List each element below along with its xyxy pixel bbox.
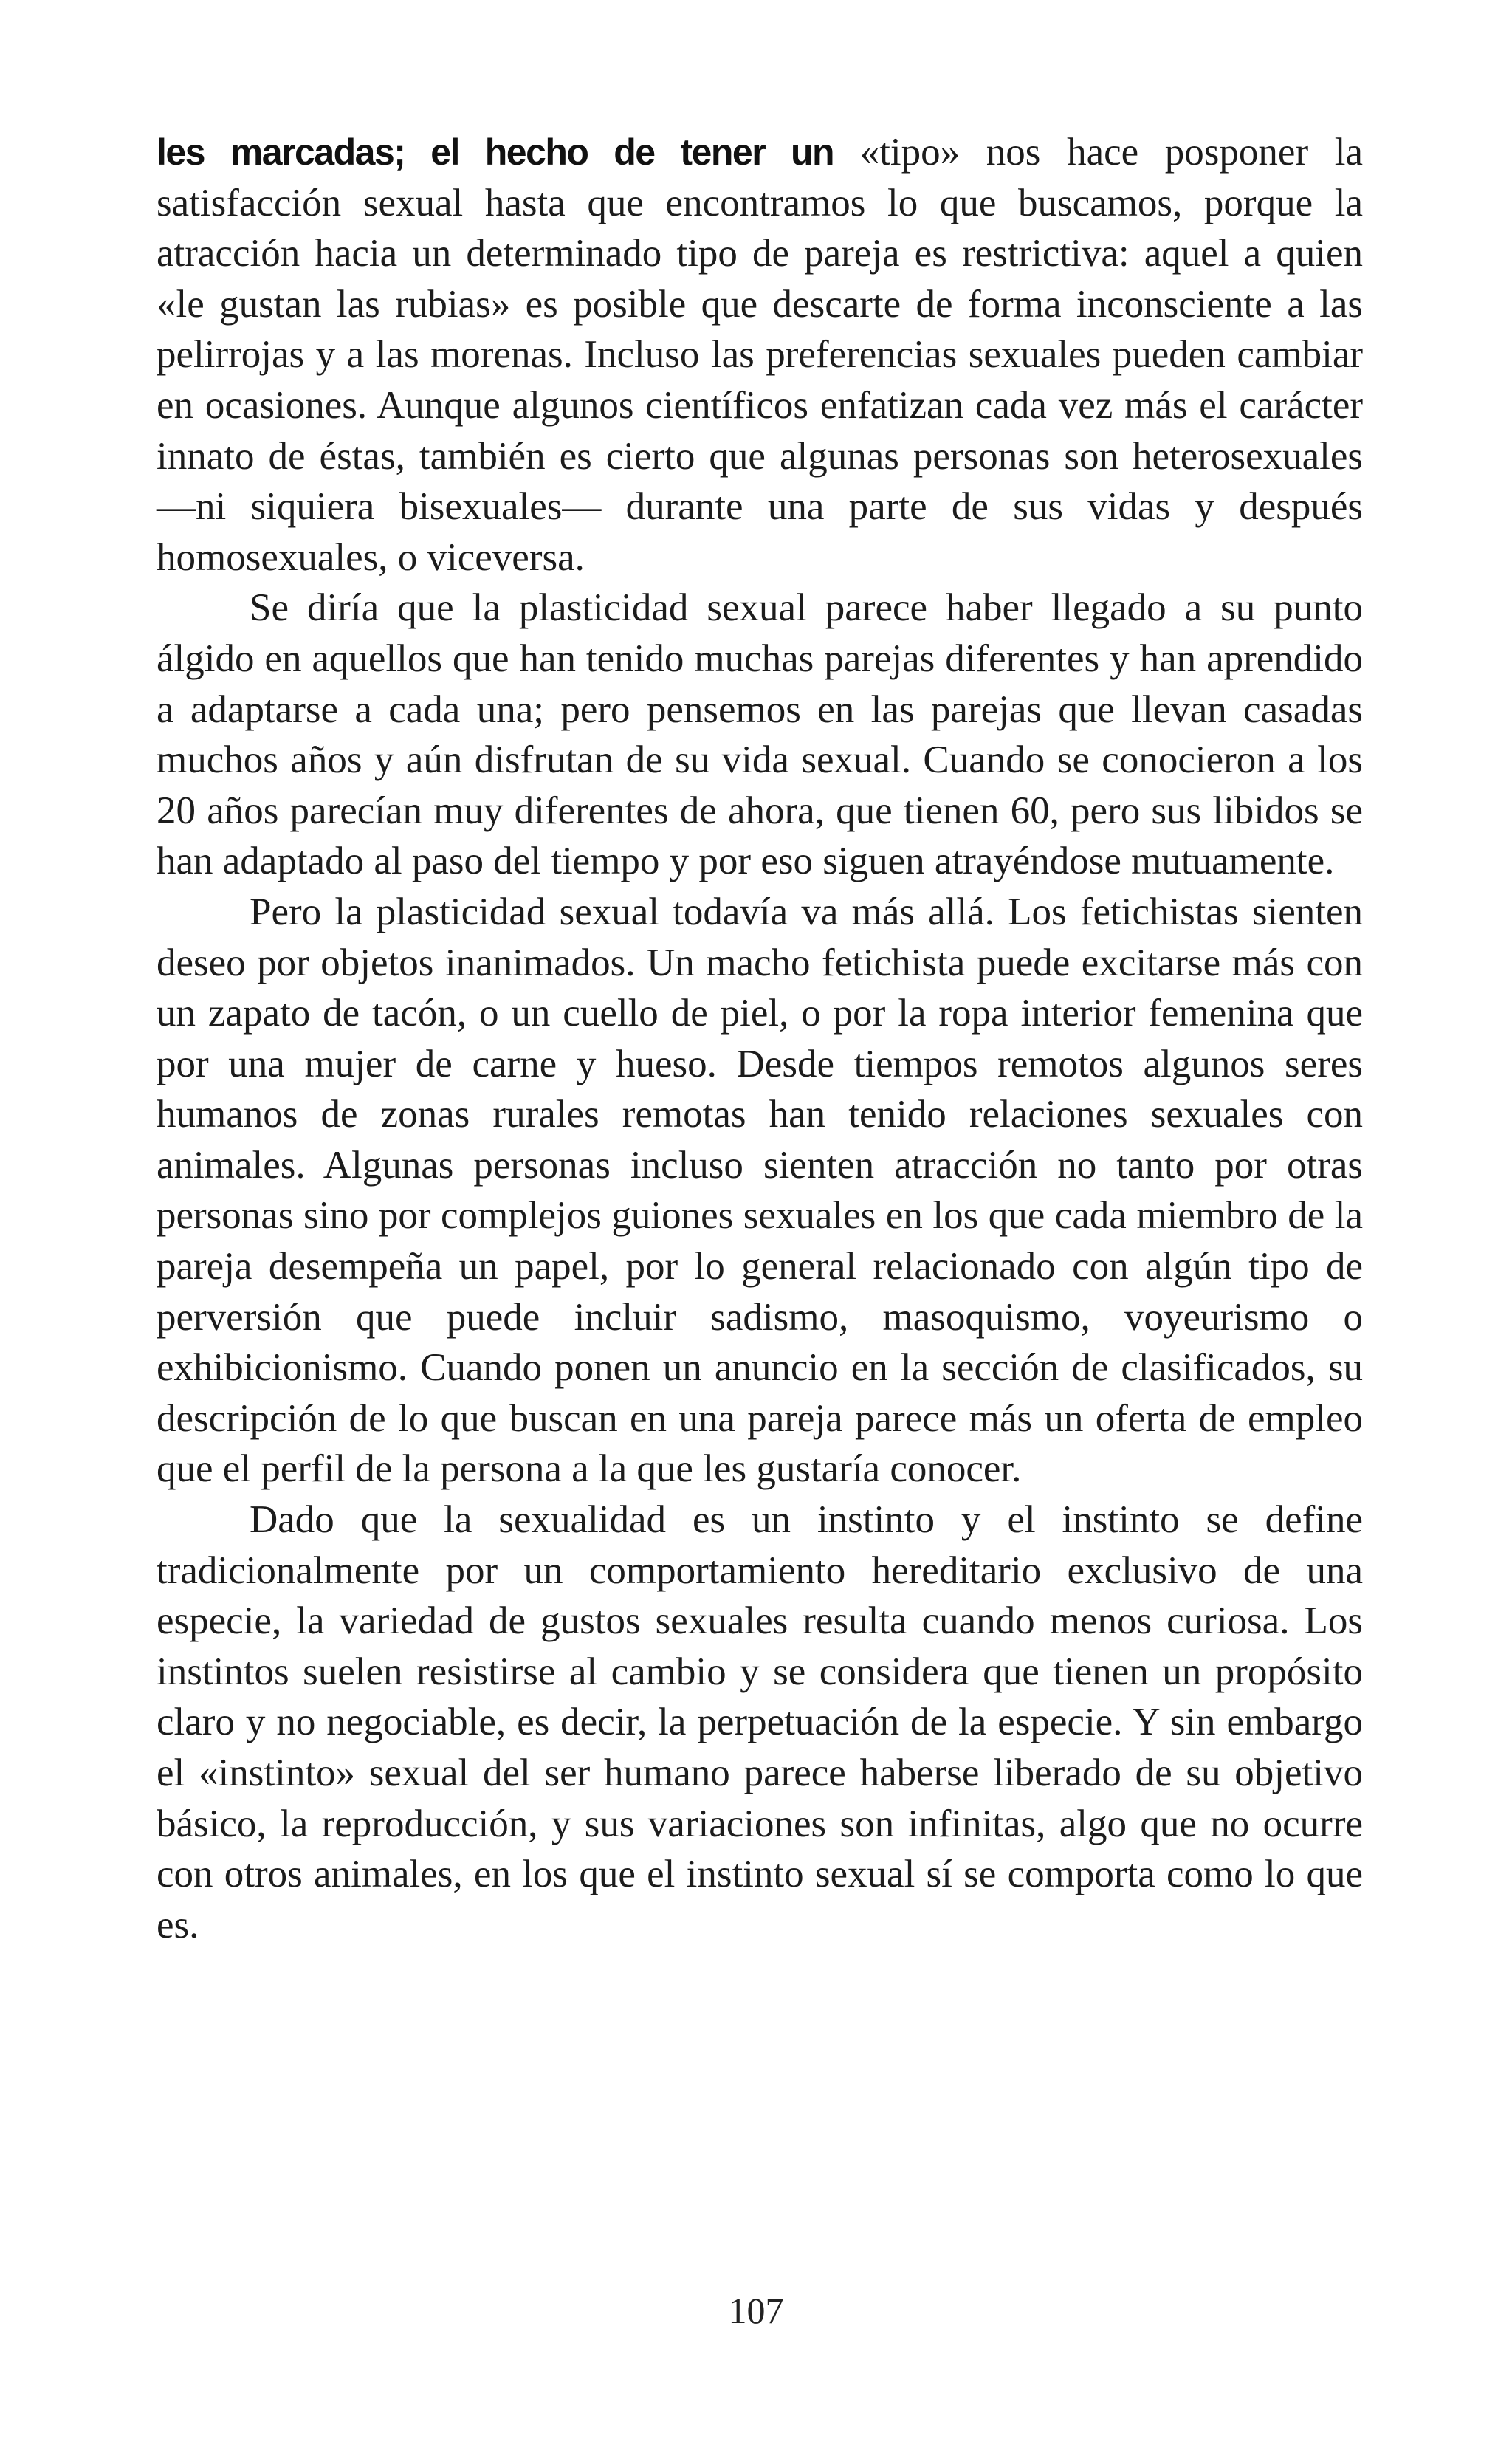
body-text bbox=[157, 127, 1363, 1950]
paragraph-4: Dado que la sexualidad es un instinto y el instinto se define tradicionalmente por un comportamiento hereditario exclusivo de una especie, la variedad de gustos sexuales resulta cuando menos curiosa. Los instintos suelen resistirse al cambio y se considera que tienen un propósito claro y no negociable, es decir, la perpetuación de la especie. Y sin embargo el «instinto» sexual del ser humano parece haberse liberado de su objetivo básico, la reproducción, y sus variaciones son infinitas, algo que no ocurre con otros animales, en los que el instinto sexual sí se comporta como lo que es. bbox=[157, 1498, 1363, 1946]
page-number: 107 bbox=[728, 2290, 784, 2331]
paragraph-1 bbox=[157, 127, 1363, 583]
paragraph-1-lead-bold: les marcadas; el hecho de tener un bbox=[157, 131, 834, 173]
paragraph-2: Se diría que la plasticidad sexual parece haber llegado a su punto álgido en aquellos que han tenido muchas parejas diferentes y han aprendido a adaptarse a cada una; pero pensemos en las parejas que llevan casadas muchos años y aún disfrutan de su vida sexual. Cuando se conocieron a los 20 años parecían muy diferentes de ahora, que tienen 60, pero sus libidos se han adaptado al paso del tiempo y por eso siguen atrayéndose mutuamente. bbox=[157, 586, 1363, 883]
paragraph-1-text: «tipo» nos hace posponer la satisfacción sexual hasta que encontramos lo que buscamos, porque la atracción hacia un determinado tipo de pareja es restrictiva: aquel a quien «le gustan las rubias» es posible que descarte de forma inconsciente a las pelirrojas y a las morenas. Incluso las preferencias sexuales pueden cambiar en ocasiones. Aunque algunos científicos enfatizan cada vez más el carácter innato de éstas, también es cierto que algunas personas son heterosexuales —ni siquiera bisexuales— durante una parte de sus vidas y después homosexuales, o viceversa. bbox=[157, 131, 1363, 579]
paragraph-3: Pero la plasticidad sexual todavía va más allá. Los fetichistas sienten deseo por objetos inanimados. Un macho fetichista puede excitarse más con un zapato de tacón, o un cuello de piel, o por la ropa interior femenina que por una mujer de carne y hueso. Desde tiempos remotos algunos seres humanos de zonas rurales remotas han tenido relaciones sexuales con animales. Algunas personas incluso sienten atracción no tanto por otras personas sino por complejos guiones sexuales en los que cada miembro de la pareja desempeña un papel, por lo general relacionado con algún tipo de perversión que puede incluir sadismo, masoquismo, voyeurismo o exhibicionismo. Cuando ponen un anuncio en la sección de clasificados, su descripción de lo que buscan en una pareja parece más un oferta de empleo que el perfil de la persona a la que les gustaría conocer. bbox=[157, 890, 1363, 1491]
